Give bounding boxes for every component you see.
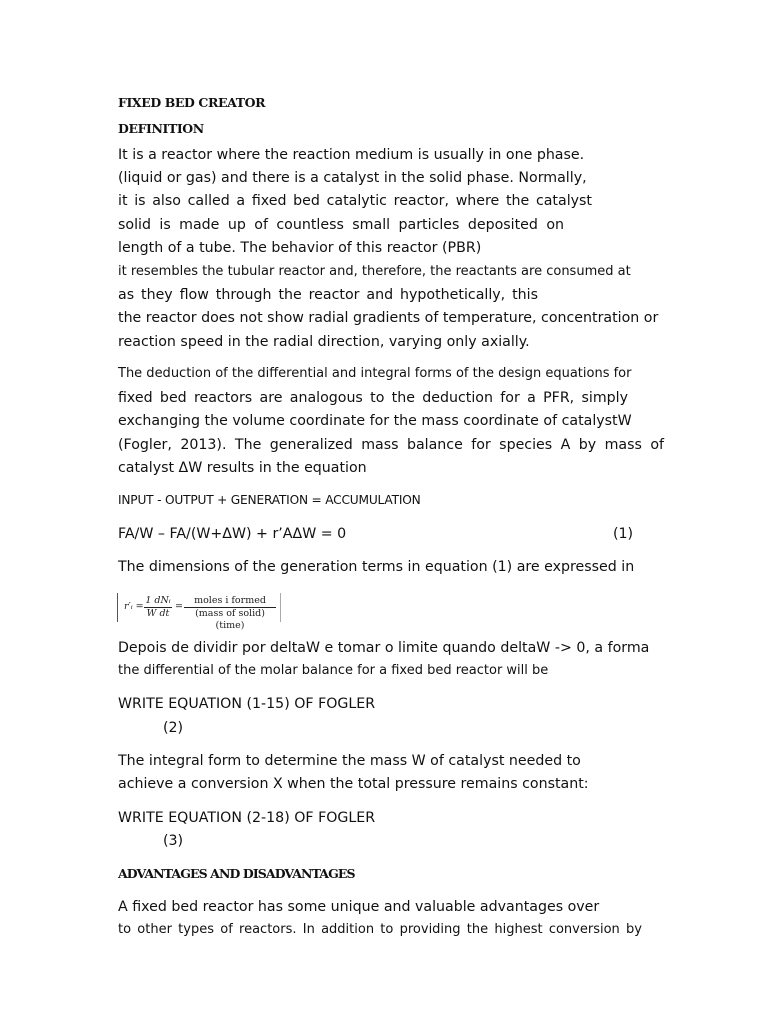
rate-fraction-1: [144, 595, 172, 620]
equation-1-number: (1): [613, 526, 634, 542]
paragraph-line: solid is made up of countless small particles deposited on: [118, 217, 564, 233]
paragraph-line: length of a tube. The behavior of this reactor (PBR): [118, 240, 482, 256]
equation-2-number: (2): [163, 720, 184, 736]
paragraph-line: it resembles the tubular reactor and, therefore, the reactants are consumed at: [118, 264, 631, 279]
paragraph-line: the reactor does not show radial gradients of temperature, concentration or: [118, 310, 659, 326]
paragraph-line: (Fogler, 2013). The generalized mass balance for species A by mass of: [118, 437, 664, 453]
rate-fraction-2: [184, 595, 276, 632]
rate-equation-image: [117, 593, 281, 631]
equation-3-number: (3): [163, 833, 184, 849]
paragraph-line: A fixed bed reactor has some unique and valuable advantages over: [118, 899, 600, 915]
paragraph-line: The deduction of the differential and integral forms of the design equations for: [118, 366, 632, 381]
paragraph-line: (liquid or gas) and there is a catalyst in the solid phase. Normally,: [118, 170, 587, 186]
write-equation-3: WRITE EQUATION (2-18) OF FOGLER: [118, 810, 376, 826]
rate-fraction-1-numerator: 1 dNᵢ: [145, 595, 171, 606]
rate-fraction-2-denominator: (mass of solid) (time): [195, 608, 265, 631]
paragraph-line: catalyst ΔW results in the equation: [118, 460, 367, 476]
equation-1: FA/W – FA/(W+ΔW) + r’AΔW = 0: [118, 526, 347, 542]
paragraph-line: It is a reactor where the reaction medium is usually in one phase.: [118, 147, 585, 163]
definition-heading: DEFINITION: [118, 121, 204, 136]
paragraph-line: the differential of the molar balance for a fixed bed reactor will be: [118, 663, 549, 678]
paragraph-line: reaction speed in the radial direction, varying only axially.: [118, 334, 530, 350]
rate-fraction-2-numerator: moles i formed: [184, 595, 276, 608]
rate-lhs: r′ᵢ =: [124, 601, 144, 612]
paragraph-line: achieve a conversion X when the total pressure remains constant:: [118, 776, 589, 792]
document-title: FIXED BED CREATOR: [118, 95, 266, 110]
paragraph-line: it is also called a fixed bed catalytic reactor, where the catalyst: [118, 193, 592, 209]
paragraph-line: exchanging the volume coordinate for the mass coordinate of catalystW: [118, 413, 632, 429]
paragraph-line: fixed bed reactors are analogous to the deduction for a PFR, simply: [118, 390, 628, 406]
mass-balance-caption: INPUT - OUTPUT + GENERATION = ACCUMULATION: [118, 493, 421, 507]
dimensions-text: The dimensions of the generation terms in equation (1) are expressed in: [118, 559, 635, 575]
paragraph-line: as they flow through the reactor and hypothetically, this: [118, 287, 538, 303]
paragraph-line: to other types of reactors. In addition to providing the highest conversion by: [118, 922, 642, 937]
paragraph-line: The integral form to determine the mass W of catalyst needed to: [118, 753, 581, 769]
advantages-heading: ADVANTAGES AND DISADVANTAGES: [118, 866, 355, 881]
rate-equals: =: [175, 601, 183, 612]
rate-fraction-1-denominator: W dt: [146, 608, 170, 619]
write-equation-2: WRITE EQUATION (1-15) OF FOGLER: [118, 696, 376, 712]
paragraph-line: Depois de dividir por deltaW e tomar o limite quando deltaW -> 0, a forma: [118, 640, 650, 656]
